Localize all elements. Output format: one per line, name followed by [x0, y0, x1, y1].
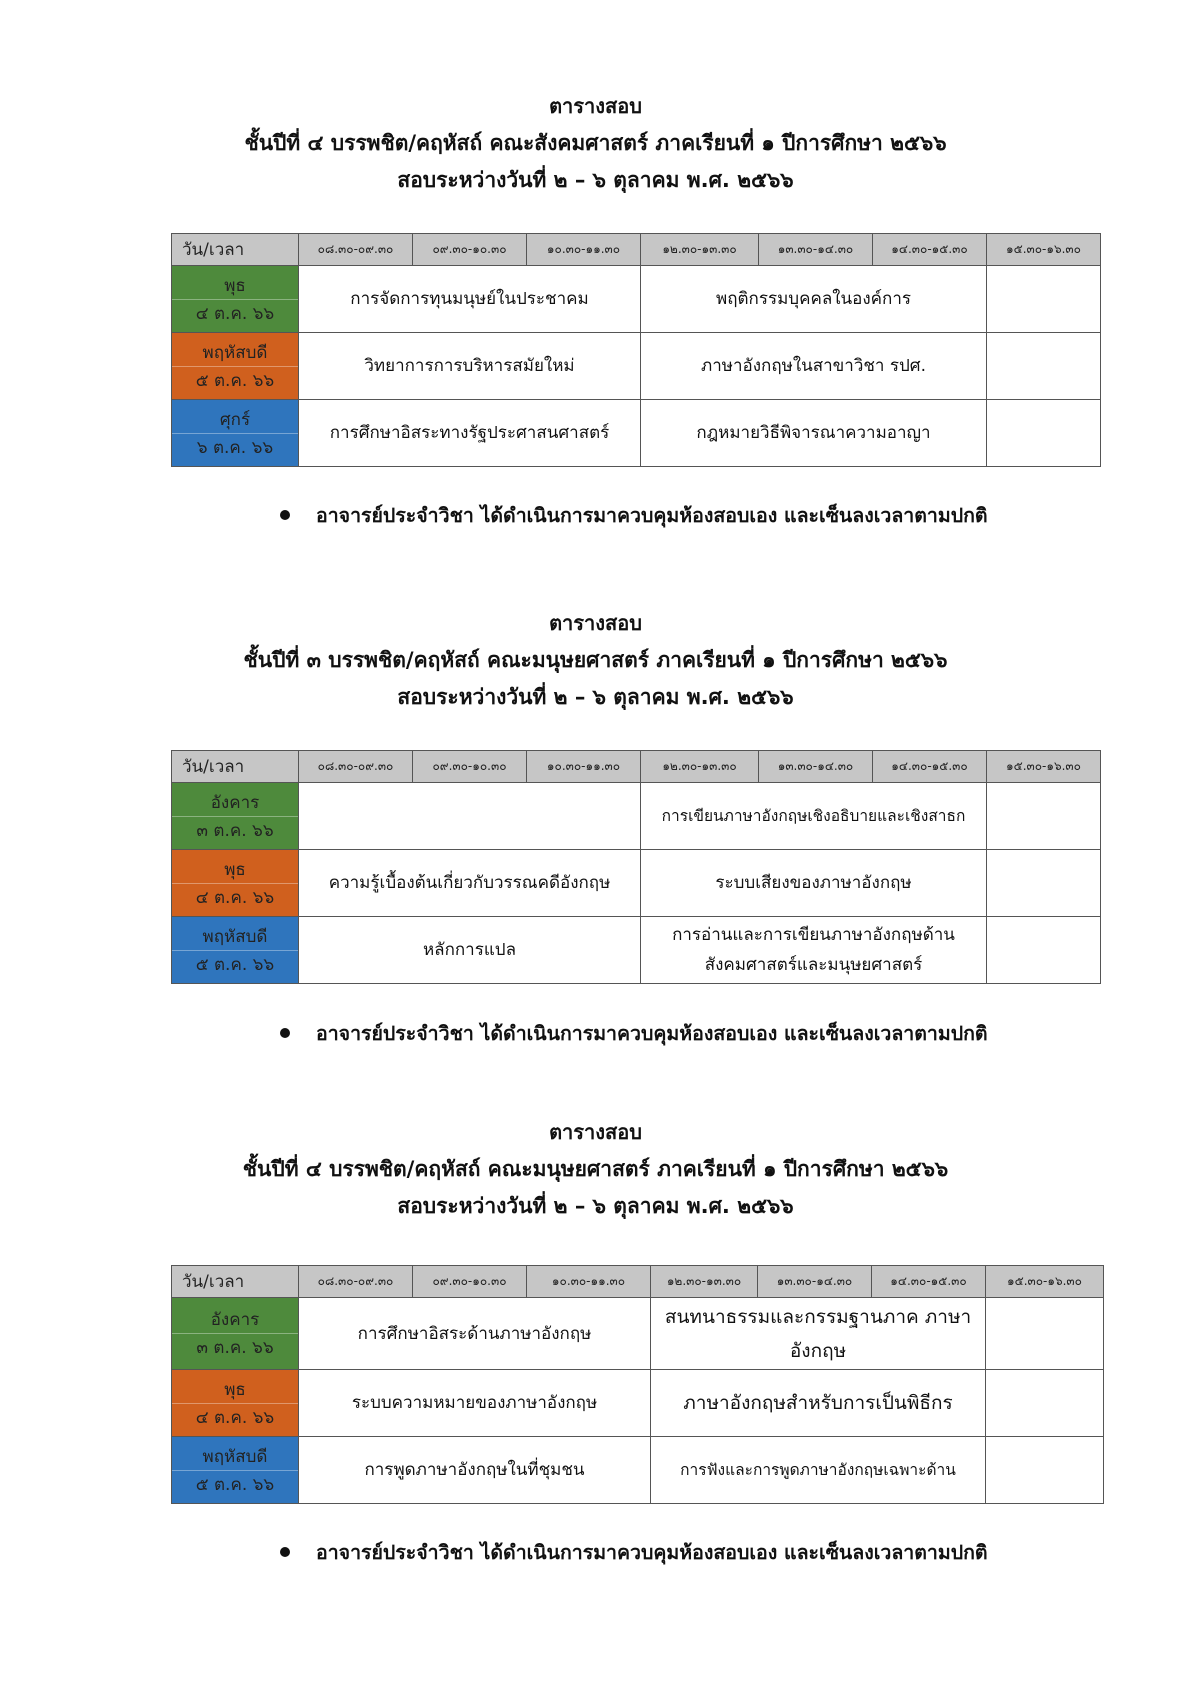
- table-row: [172, 266, 1101, 333]
- time-slot: ๑๓.๓๐-๑๔.๓๐: [758, 1266, 872, 1298]
- time-slot: ๑๐.๓๐-๑๑.๓๐: [527, 234, 641, 266]
- time-slot: ๑๕.๓๐-๑๖.๓๐: [987, 751, 1101, 783]
- exam-period: สอบระหว่างวันที่ ๒ – ๖ ตุลาคม พ.ศ. ๒๕๖๖: [397, 168, 794, 192]
- day-name: พุธ: [172, 856, 298, 884]
- time-slot: ๐๙.๓๐-๑๐.๓๐: [413, 751, 527, 783]
- proctor-note: [280, 1018, 988, 1049]
- late-subject: [986, 1298, 1104, 1370]
- exam-period: สอบระหว่างวันที่ ๒ – ๖ ตุลาคม พ.ศ. ๒๕๖๖: [397, 685, 794, 709]
- day-date: ๓ ต.ค. ๖๖: [196, 1338, 274, 1358]
- day-cell: [172, 266, 299, 333]
- table-row: [172, 1370, 1104, 1437]
- day-date: ๔ ต.ค. ๖๖: [195, 303, 275, 324]
- schedule-header: [0, 88, 1191, 199]
- header-row: [172, 234, 1101, 266]
- morning-subject: การศึกษาอิสระทางรัฐประศาสนศาสตร์: [299, 400, 641, 467]
- day-date: ๖ ต.ค. ๖๖: [196, 437, 274, 458]
- day-name: อังคาร: [172, 789, 298, 817]
- bullet-icon: [280, 1028, 290, 1038]
- exam-table-3: [171, 1265, 1104, 1504]
- time-slot: ๐๙.๓๐-๑๐.๓๐: [413, 1266, 527, 1298]
- late-subject: [987, 400, 1101, 467]
- day-name: พฤหัสบดี: [172, 1443, 298, 1471]
- morning-subject: [299, 783, 641, 850]
- day-name: ศุกร์: [172, 406, 298, 434]
- corner-cell: วัน/เวลา: [172, 234, 299, 266]
- day-date: ๕ ต.ค. ๖๖: [195, 954, 275, 975]
- time-slot: ๐๘.๓๐-๐๙.๓๐: [299, 234, 413, 266]
- table-row: [172, 850, 1101, 917]
- time-slot: ๑๒.๓๐-๑๓.๓๐: [641, 751, 759, 783]
- exam-period: สอบระหว่างวันที่ ๒ – ๖ ตุลาคม พ.ศ. ๒๕๖๖: [397, 1194, 794, 1218]
- day-name: อังคาร: [172, 1306, 298, 1334]
- class-subtitle: ชั้นปีที่ ๓ บรรพชิต/คฤหัสถ์ คณะมนุษยศาสตร์ ภาคเรียนที่ ๑ ปีการศึกษา ๒๕๖๖: [243, 648, 948, 672]
- day-cell: [172, 400, 299, 467]
- time-slot: ๑๔.๓๐-๑๕.๓๐: [873, 234, 987, 266]
- time-slot: ๑๐.๓๐-๑๑.๓๐: [527, 1266, 651, 1298]
- afternoon-subject: การเขียนภาษาอังกฤษเชิงอธิบายและเชิงสาธก: [641, 783, 987, 850]
- time-slot: ๑๒.๓๐-๑๓.๓๐: [651, 1266, 758, 1298]
- table-row: [172, 400, 1101, 467]
- time-slot: ๑๓.๓๐-๑๔.๓๐: [759, 751, 873, 783]
- day-name: พุธ: [172, 1376, 298, 1404]
- day-date: ๓ ต.ค. ๖๖: [196, 820, 274, 841]
- afternoon-subject: ภาษาอังกฤษในสาขาวิชา รปศ.: [641, 333, 987, 400]
- page-title: ตารางสอบ: [549, 611, 642, 635]
- afternoon-subject: กฎหมายวิธีพิจารณาความอาญา: [641, 400, 987, 467]
- table-row: [172, 1298, 1104, 1370]
- table-row: [172, 1437, 1104, 1504]
- day-cell: [172, 850, 299, 917]
- time-slot: ๑๕.๓๐-๑๖.๓๐: [987, 234, 1101, 266]
- time-slot: ๑๒.๓๐-๑๓.๓๐: [641, 234, 759, 266]
- afternoon-subject: สนทนาธรรมและกรรมฐานภาค ภาษาอังกฤษ: [651, 1298, 986, 1370]
- page-title: ตารางสอบ: [549, 94, 642, 118]
- class-subtitle: ชั้นปีที่ ๔ บรรพชิต/คฤหัสถ์ คณะสังคมศาสตร์ ภาคเรียนที่ ๑ ปีการศึกษา ๒๕๖๖: [244, 131, 947, 155]
- morning-subject: ความรู้เบื้องต้นเกี่ยวกับวรรณคดีอังกฤษ: [299, 850, 641, 917]
- time-slot: ๑๔.๓๐-๑๕.๓๐: [872, 1266, 986, 1298]
- day-date: ๔ ต.ค. ๖๖: [195, 1407, 275, 1428]
- late-subject: [986, 1370, 1104, 1437]
- schedule-header: [0, 605, 1191, 716]
- day-cell: [172, 1437, 299, 1504]
- day-cell: [172, 783, 299, 850]
- time-slot: ๑๔.๓๐-๑๕.๓๐: [873, 751, 987, 783]
- time-slot: ๐๙.๓๐-๑๐.๓๐: [413, 234, 527, 266]
- morning-subject: ระบบความหมายของภาษาอังกฤษ: [299, 1370, 651, 1437]
- note-text: อาจารย์ประจำวิชา ได้ดำเนินการมาควบคุมห้องสอบเอง และเซ็นลงเวลาตามปกติ: [316, 1541, 988, 1564]
- day-date: ๕ ต.ค. ๖๖: [195, 370, 275, 391]
- time-slot: ๑๓.๓๐-๑๔.๓๐: [759, 234, 873, 266]
- morning-subject: หลักการแปล: [299, 917, 641, 984]
- header-row: [172, 1266, 1104, 1298]
- schedule-section-1: [0, 88, 1191, 199]
- time-slot: ๐๘.๓๐-๐๙.๓๐: [299, 751, 413, 783]
- morning-subject: การจัดการทุนมนุษย์ในประชาคม: [299, 266, 641, 333]
- proctor-note: [280, 500, 988, 531]
- late-subject: [987, 917, 1101, 984]
- day-cell: [172, 1370, 299, 1437]
- time-slot: ๐๘.๓๐-๐๙.๓๐: [299, 1266, 413, 1298]
- corner-cell: วัน/เวลา: [172, 1266, 299, 1298]
- afternoon-subject: พฤติกรรมบุคคลในองค์การ: [641, 266, 987, 333]
- schedule-section-2: [0, 605, 1191, 716]
- note-text: อาจารย์ประจำวิชา ได้ดำเนินการมาควบคุมห้องสอบเอง และเซ็นลงเวลาตามปกติ: [316, 1022, 988, 1045]
- morning-subject: การพูดภาษาอังกฤษในที่ชุมชน: [299, 1437, 651, 1504]
- day-name: พฤหัสบดี: [172, 923, 298, 951]
- day-name: พุธ: [172, 272, 298, 300]
- bullet-icon: [280, 1547, 290, 1557]
- day-cell: [172, 917, 299, 984]
- late-subject: [987, 783, 1101, 850]
- morning-subject: การศึกษาอิสระด้านภาษาอังกฤษ: [299, 1298, 651, 1370]
- schedule-header: [0, 1114, 1191, 1225]
- day-name: พฤหัสบดี: [172, 339, 298, 367]
- time-slot: ๑๐.๓๐-๑๑.๓๐: [527, 751, 641, 783]
- schedule-section-3: [0, 1114, 1191, 1225]
- exam-table-1: [171, 233, 1101, 467]
- afternoon-subject: การฟังและการพูดภาษาอังกฤษเฉพาะด้าน: [651, 1437, 986, 1504]
- late-subject: [987, 333, 1101, 400]
- page-title: ตารางสอบ: [549, 1120, 642, 1144]
- day-cell: [172, 1298, 299, 1370]
- afternoon-subject: การอ่านและการเขียนภาษาอังกฤษด้าน สังคมศาสตร์และมนุษยศาสตร์: [641, 917, 987, 984]
- bullet-icon: [280, 510, 290, 520]
- header-row: [172, 751, 1101, 783]
- day-cell: [172, 333, 299, 400]
- proctor-note: [280, 1537, 988, 1568]
- afternoon-subject: ภาษาอังกฤษสำหรับการเป็นพิธีกร: [651, 1370, 986, 1437]
- late-subject: [987, 850, 1101, 917]
- afternoon-subject: ระบบเสียงของภาษาอังกฤษ: [641, 850, 987, 917]
- day-date: ๔ ต.ค. ๖๖: [195, 887, 275, 908]
- table-row: [172, 783, 1101, 850]
- table-row: [172, 333, 1101, 400]
- time-slot: ๑๕.๓๐-๑๖.๓๐: [986, 1266, 1104, 1298]
- exam-table-2: [171, 750, 1101, 984]
- class-subtitle: ชั้นปีที่ ๔ บรรพชิต/คฤหัสถ์ คณะมนุษยศาสตร์ ภาคเรียนที่ ๑ ปีการศึกษา ๒๕๖๖: [242, 1157, 949, 1181]
- late-subject: [986, 1437, 1104, 1504]
- table-row: [172, 917, 1101, 984]
- note-text: อาจารย์ประจำวิชา ได้ดำเนินการมาควบคุมห้องสอบเอง และเซ็นลงเวลาตามปกติ: [316, 504, 988, 527]
- late-subject: [987, 266, 1101, 333]
- day-date: ๕ ต.ค. ๖๖: [195, 1474, 275, 1495]
- morning-subject: วิทยาการการบริหารสมัยใหม่: [299, 333, 641, 400]
- corner-cell: วัน/เวลา: [172, 751, 299, 783]
